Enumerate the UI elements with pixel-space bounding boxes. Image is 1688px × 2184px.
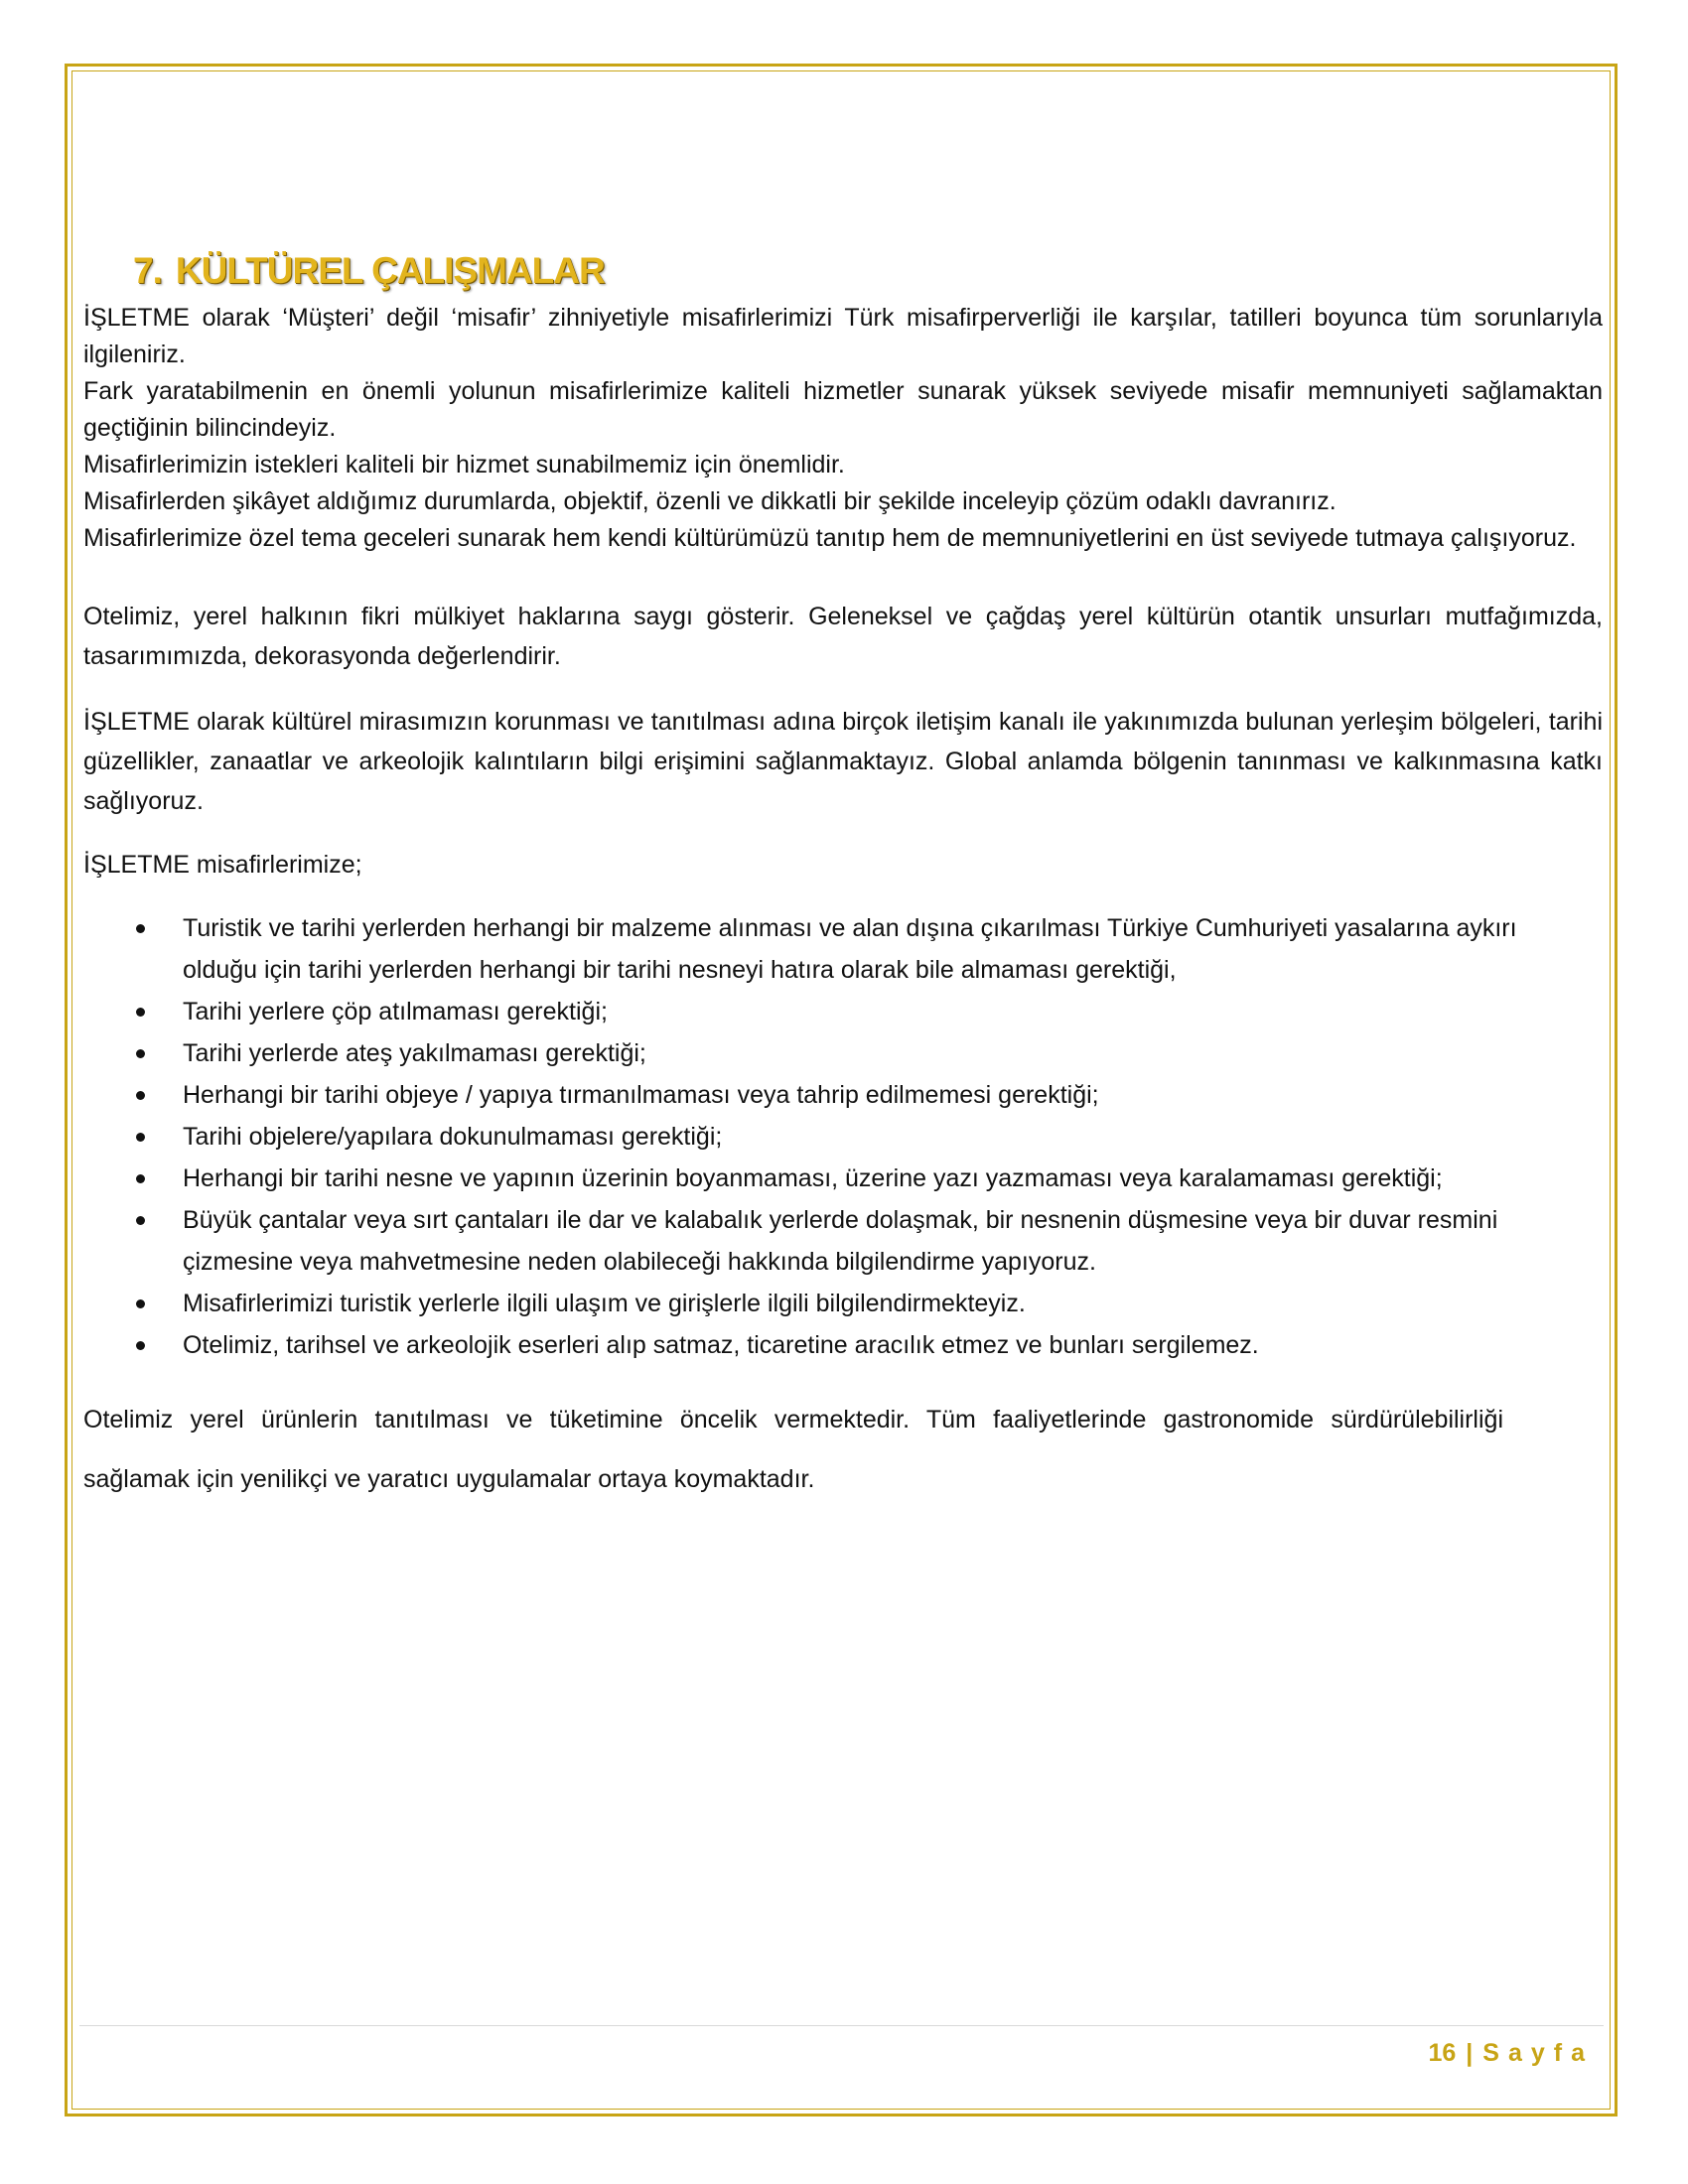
list-item bbox=[83, 1199, 1603, 1283]
bullet-icon bbox=[136, 1299, 145, 1308]
list-item bbox=[83, 1074, 1603, 1116]
bullet-icon bbox=[136, 1091, 145, 1100]
list-item bbox=[83, 991, 1603, 1032]
intro-line: Fark yaratabilmenin en önemli yolunun misafirlerimize kaliteli hizmetler sunarak yüksek seviyede misafir memnuniyeti sağlamaktan geçtiğinin bilincindeyiz. bbox=[83, 377, 1603, 442]
intro-line: Misafirlerimize özel tema geceleri sunarak hem kendi kültürümüzü tanıtıp hem de memnuniyetlerini en üst seviyede tutmaya çalışıyoruz. bbox=[83, 524, 1577, 552]
intro-block bbox=[83, 300, 1603, 557]
list-item bbox=[83, 1032, 1603, 1074]
list-item-text: Tarihi yerlerde ateş yakılmaması gerektiği; bbox=[183, 1039, 646, 1067]
list-item-text: Turistik ve tarihi yerlerden herhangi bir malzeme alınması ve alan dışına çıkarılması Türkiye Cumhuriyeti yasalarına aykırı olduğu için tarihi yerlerden herhangi bir tarihi nesneyi hatıra olarak bile almaması gerektiği, bbox=[183, 914, 1517, 984]
bullet-icon bbox=[136, 1133, 145, 1142]
document-body bbox=[83, 250, 1603, 1509]
bullet-icon bbox=[136, 1341, 145, 1350]
guest-guidelines-list bbox=[83, 907, 1603, 1366]
list-item-text: Tarihi yerlere çöp atılmaması gerektiği; bbox=[183, 998, 608, 1025]
local-culture-paragraph: Otelimiz, yerel halkının fikri mülkiyet haklarına saygı gösterir. Geleneksel ve çağdaş yerel kültürün otantik unsurları mutfağımızda, tasarımımızda, dekorasyonda değerlendirir. bbox=[83, 603, 1603, 670]
page-footer bbox=[1428, 2039, 1594, 2068]
list-item bbox=[83, 1283, 1603, 1324]
list-item-text: Misafirlerimizi turistik yerlerle ilgili ulaşım ve girişlerle ilgili bilgilendirmekteyiz. bbox=[183, 1290, 1026, 1317]
list-item-text: Otelimiz, tarihsel ve arkeolojik eserleri alıp satmaz, ticaretine aracılık etmez ve bunları sergilemez. bbox=[183, 1331, 1259, 1359]
intro-line: Misafirlerden şikâyet aldığımız durumlarda, objektif, özenli ve dikkatli bir şekilde inceleyip çözüm odaklı davranırız. bbox=[83, 487, 1336, 515]
list-item bbox=[83, 1116, 1603, 1158]
bullet-icon bbox=[136, 924, 145, 933]
section-title: KÜLTÜREL ÇALIŞMALAR bbox=[175, 250, 605, 291]
list-intro: İŞLETME misafirlerimize; bbox=[83, 851, 362, 879]
section-heading bbox=[133, 250, 1603, 292]
footer-divider bbox=[79, 2025, 1604, 2026]
list-item bbox=[83, 907, 1603, 991]
bullet-icon bbox=[136, 1216, 145, 1225]
section-number: 7. bbox=[133, 250, 162, 291]
bullet-icon bbox=[136, 1008, 145, 1017]
list-item-text: Büyük çantalar veya sırt çantaları ile dar ve kalabalık yerlerde dolaşmak, bir nesnenin düşmesine veya bir duvar resmini çizmesine veya mahvetmesine neden olabileceği hakkında bilgilendirme yapıyoruz. bbox=[183, 1206, 1498, 1276]
list-item-text: Herhangi bir tarihi objeye / yapıya tırmanılmaması veya tahrip edilmemesi gerektiği; bbox=[183, 1081, 1099, 1109]
heritage-paragraph: İŞLETME olarak kültürel mirasımızın korunması ve tanıtılması adına birçok iletişim kanalı ile yakınımızda bulunan yerleşim bölgeleri, tarihi güzellikler, zanaatlar ve arkeolojik kalıntıların bilgi erişimini sağlanmaktayız. Global anlamda bölgenin tanınması ve kalkınmasına katkı sağlıyoruz. bbox=[83, 708, 1603, 815]
page-number: 16 bbox=[1428, 2039, 1457, 2067]
footer-separator: | bbox=[1466, 2039, 1474, 2067]
intro-line: Misafirlerimizin istekleri kaliteli bir hizmet sunabilmemiz için önemlidir. bbox=[83, 451, 845, 478]
list-item-text: Herhangi bir tarihi nesne ve yapının üzerinin boyanmaması, üzerine yazı yazmaması veya karalamaması gerektiği; bbox=[183, 1164, 1443, 1192]
intro-line: İŞLETME olarak ‘Müşteri’ değil ‘misafir’ zihniyetiyle misafirlerimizi Türk misafirperverliği ile karşılar, tatilleri boyunca tüm sorunlarıyla ilgileniriz. bbox=[83, 304, 1603, 368]
closing-paragraph: Otelimiz yerel ürünlerin tanıtılması ve tüketimine öncelik vermektedir. Tüm faaliyetlerinde gastronomide sürdürülebilirliği sağlamak için yenilikçi ve yaratıcı uygulamalar ortaya koymaktadır. bbox=[83, 1406, 1503, 1493]
list-item bbox=[83, 1158, 1603, 1199]
bullet-icon bbox=[136, 1049, 145, 1058]
bullet-icon bbox=[136, 1174, 145, 1183]
list-item-text: Tarihi objelere/yapılara dokunulmaması gerektiği; bbox=[183, 1123, 723, 1151]
page-label: Sayfa bbox=[1482, 2039, 1594, 2067]
list-item bbox=[83, 1324, 1603, 1366]
